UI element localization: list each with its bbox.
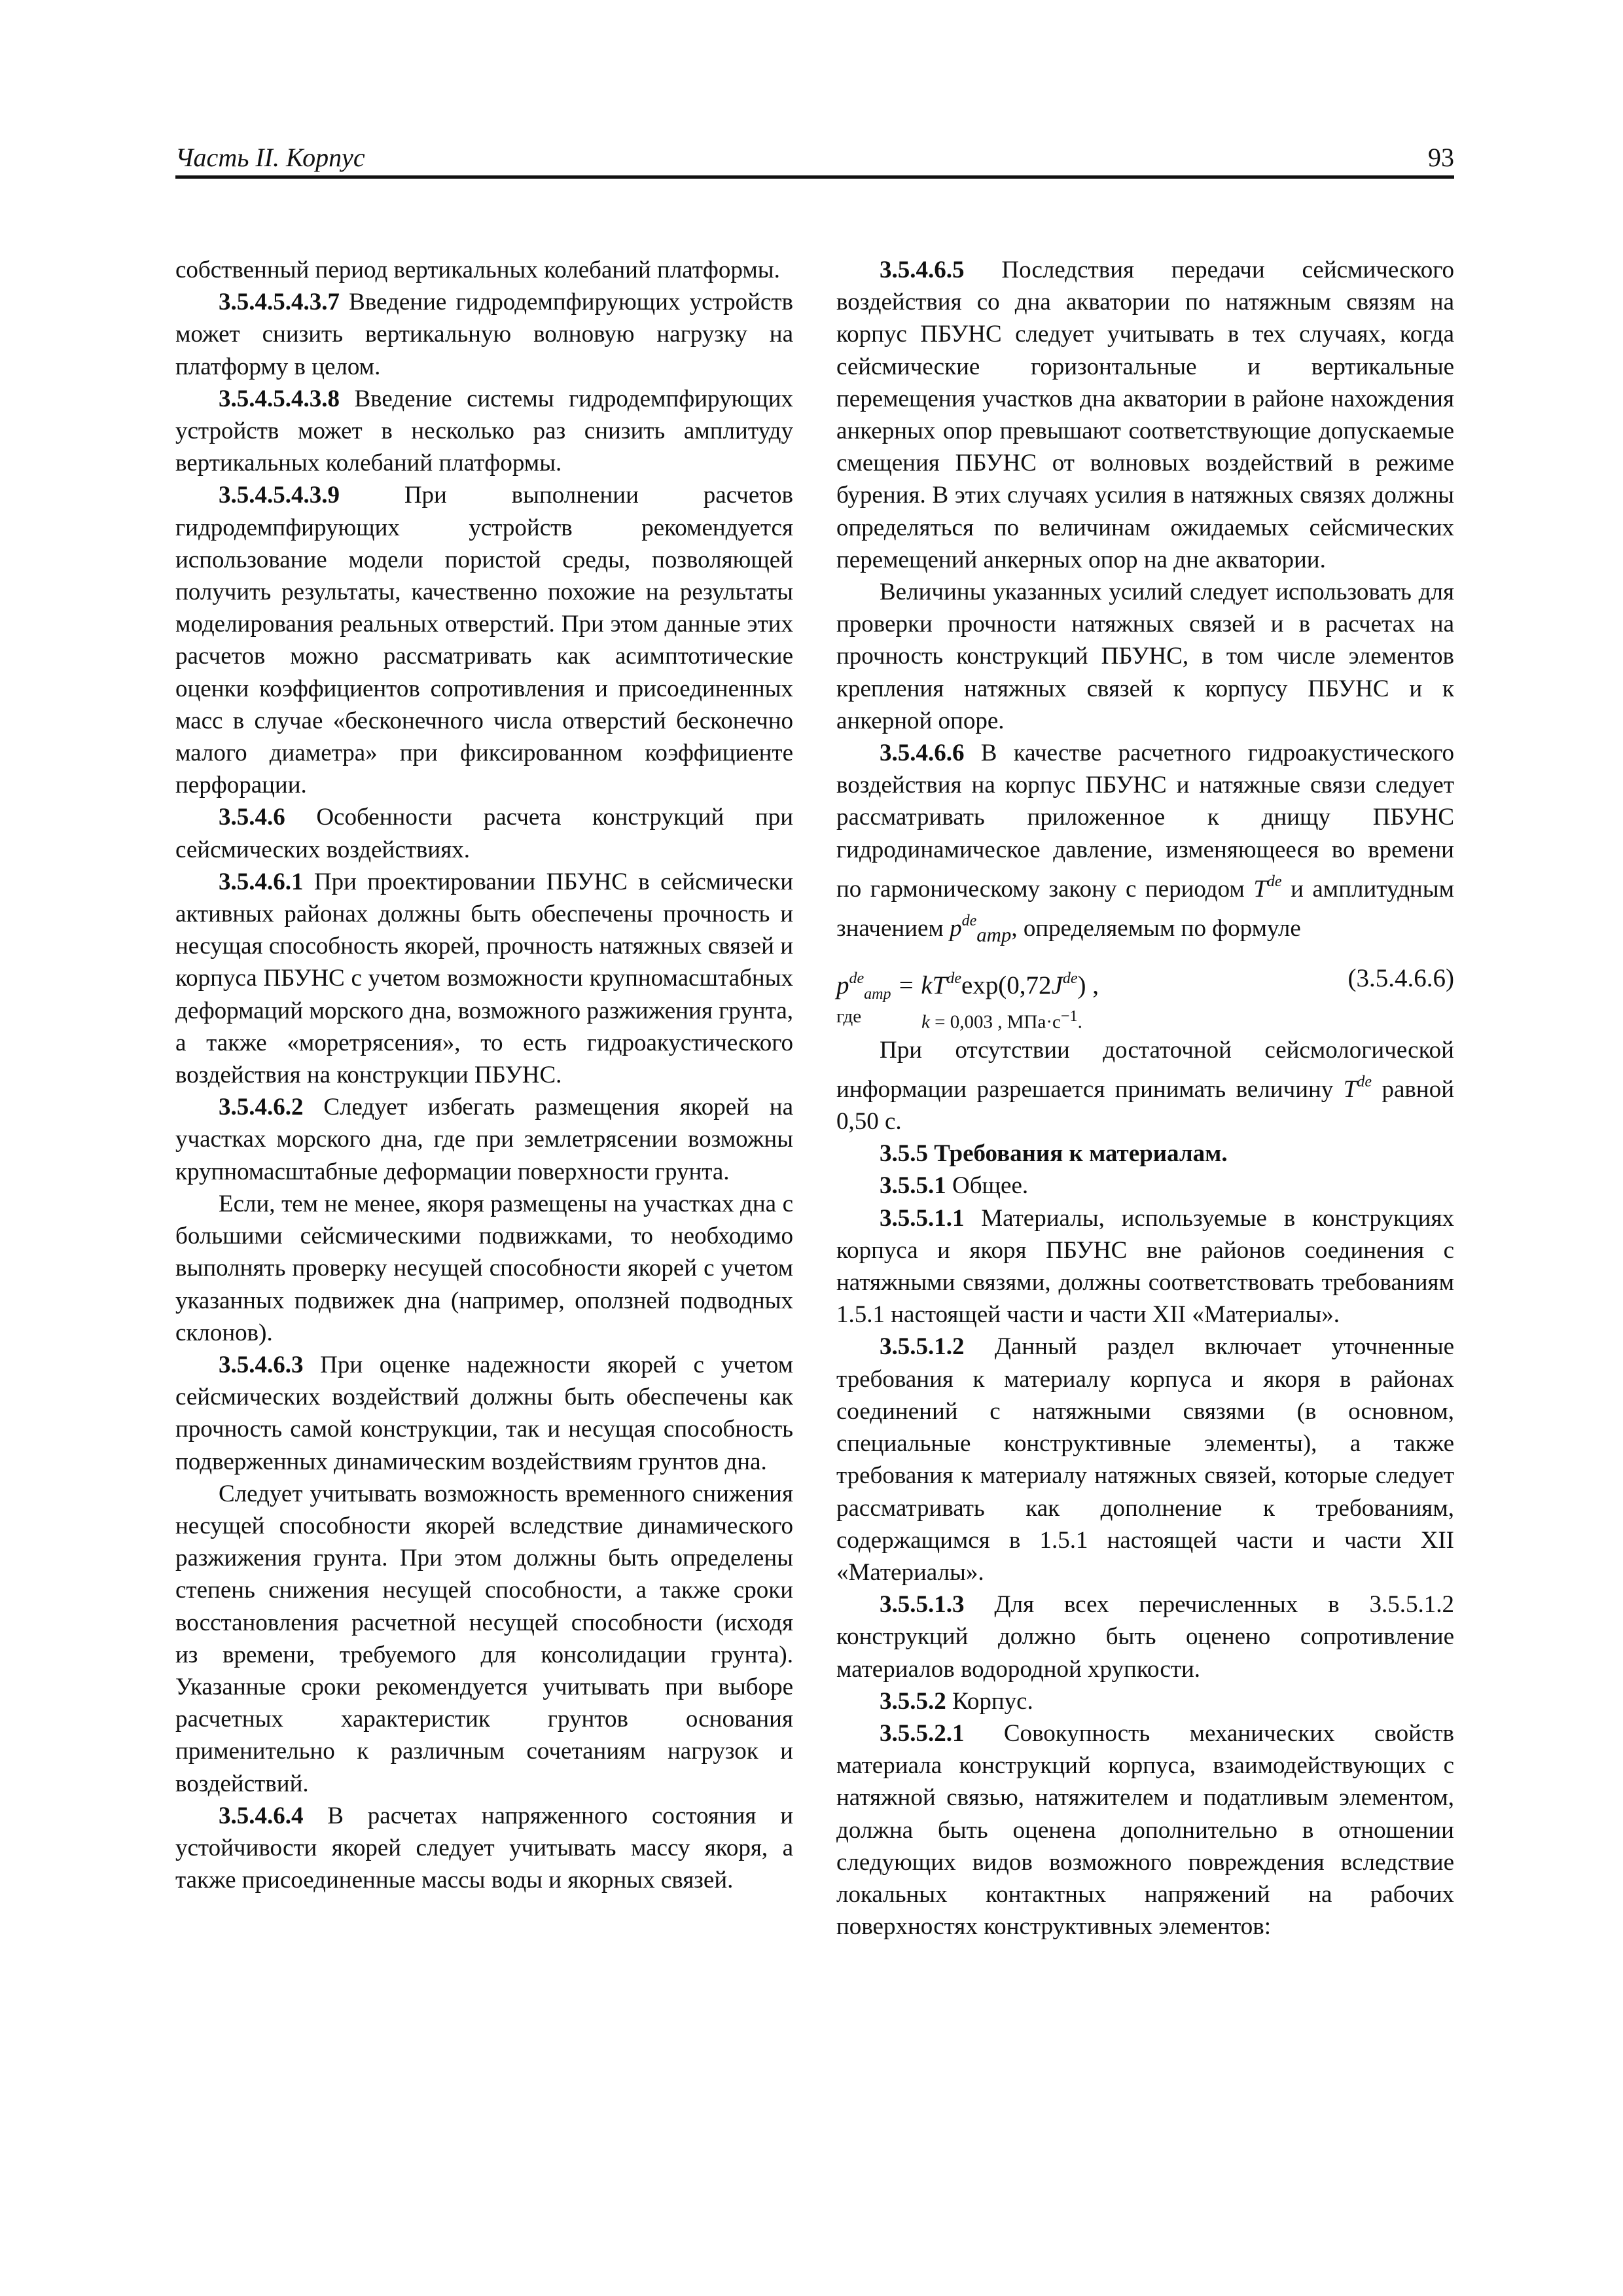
paragraph xyxy=(175,1349,793,1478)
paragraph-text: Величины указанных усилий следует использовать для проверки прочности натяжных связей и в расчетах на прочность конструкций ПБУНС, в том числе элементов крепления натяжных связей к корпусу ПБУНС и к анкерной опоре. xyxy=(836,579,1454,734)
paragraph-text: Если, тем не менее, якоря размещены на участках дна с большими сейсмическими подвижками, то необходимо выполнять проверку несущей способности якорей с учетом указанных подвижек дна (например, оползней подводных склонов). xyxy=(175,1190,793,1346)
clause-number: 3.5.5.1 xyxy=(880,1172,946,1200)
paragraph-text: Особенности расчета конструкций при сейсмических воздействиях. xyxy=(175,804,793,863)
paragraph xyxy=(175,1478,793,1800)
paragraph-text: Введение гидродемпфирующих устройств может снизить вертикальную волновую нагрузку на платформу в целом. xyxy=(175,289,793,380)
paragraph-text: При проектировании ПБУНС в сейсмически активных районах должны быть обеспечены прочность и несущая способность якорей, прочность натяжных связей и корпуса ПБУНС с учетом возможности крупномасштабных деформаций морского дна, возможного разжижения грунта, а также «моретрясения», то есть гидроакустического воздействия на конструкции ПБУНС. xyxy=(175,868,793,1089)
paragraph-text: Совокупность механических свойств материала конструкций корпуса, взаимодействующих с натяжной связью, натяжителем и податливым элементом, должна быть оценена дополнительно в отношении следующих видов возможного повреждения вследствие локальных контактных напряжений на рабочих поверхностях конструктивных элементов: xyxy=(836,1719,1454,1941)
paragraph xyxy=(175,479,793,801)
paragraph-text: , определяемым по формуле xyxy=(1011,915,1301,942)
clause-number: 3.5.4.6.6 xyxy=(880,740,965,767)
section-title: Часть II. Корпус xyxy=(175,143,365,172)
paragraph xyxy=(836,737,1454,952)
paragraph xyxy=(175,254,793,286)
page-number: 93 xyxy=(1428,143,1454,172)
paragraph-text: Материалы, используемые в конструкциях корпуса и якоря ПБУНС вне районов соединения с натяжными связями, должны соответствовать требованиям 1.5.1 настоящей части и части XII «Материалы». xyxy=(836,1204,1454,1329)
paragraph xyxy=(836,1685,1454,1717)
paragraph xyxy=(175,1800,793,1897)
paragraph-text: Корпус. xyxy=(946,1687,1033,1715)
paragraph xyxy=(175,383,793,480)
paragraph xyxy=(175,866,793,1091)
paragraph-text: Следует избегать размещения якорей на участках морского дна, где при землетрясении возможны крупномасштабные деформации поверхности грунта. xyxy=(175,1094,793,1185)
paragraph-text: Данный раздел включает уточненные требования к материалу корпуса и якоря в районах соединений с натяжными связями (в основном, специальные конструктивные элементы), а также требования к материалу натяжных связей, которые следует рассматривать как дополнение к требованиям, содержащимся в 1.5.1 настоящей части и части XII «Материалы». xyxy=(836,1333,1454,1586)
section-heading xyxy=(836,1138,1454,1170)
paragraph-text: При оценке надежности якорей с учетом сейсмических воздействий должны быть обеспечены как прочность самой конструкции, так и несущая способность подверженных динамическим воздействиям грунтов дна. xyxy=(175,1351,793,1475)
paragraph xyxy=(175,286,793,383)
paragraph xyxy=(836,254,1454,576)
clause-number: 3.5.5.1.1 xyxy=(880,1204,965,1232)
paragraph-text: равной 0,50 с. xyxy=(836,1075,1455,1136)
clause-number: 3.5.4.6.5 xyxy=(880,257,965,283)
paragraph xyxy=(836,1331,1454,1588)
paragraph-text: В расчетах напряженного состояния и устойчивости якорей следует учитывать массу якоря, а также присоединенные массы воды и якорных связей. xyxy=(175,1802,793,1894)
paragraph xyxy=(836,1034,1454,1138)
clause-number: 3.5.5.1.3 xyxy=(880,1591,965,1619)
clause-number: 3.5.4.6.2 xyxy=(219,1094,304,1121)
paragraph-text: Для всех перечисленных в 3.5.5.1.2 конструкций должно быть оценено сопротивление материалов водородной хрупкости. xyxy=(836,1591,1454,1683)
paragraph xyxy=(836,1202,1454,1331)
paragraph-text: При выполнении расчетов гидродемпфирующих устройств рекомендуется использование модели пористой среды, позволяющей получить результаты, качественно похожие на результаты моделирования реальных отверстий. При этом данные этих расчетов можно рассматривать как асимптотические оценки коэффициентов сопротивления и присоединенных масс в случае «бесконечного числа отверстий бесконечно малого диаметра» при фиксированном коэффициенте перфорации. xyxy=(175,482,793,799)
paragraph-text: собственный период вертикальных колебаний платформы. xyxy=(175,257,780,283)
paragraph xyxy=(836,1717,1454,1943)
clause-number: 3.5.4.6.4 xyxy=(219,1802,304,1829)
paragraph-text: Введение системы гидродемпфирующих устройств может в несколько раз снизить амплитуду вертикальных колебаний платформы. xyxy=(175,385,793,477)
paragraph-text: Последствия передачи сейсмического воздействия со дна акватории по натяжным связям на корпус ПБУНС следует учитывать в тех случаях, когда сейсмические горизонтальные и вертикальные перемещения участков дна акватории в районе нахождения анкерных опор превышают соответствующие допускаемые смещения ПБУНС от волновых воздействий в режиме бурения. В этих случаях усилия в натяжных связях должны определяться по величинам ожидаемых сейсмических перемещений анкерных опор на дне акватории. xyxy=(836,257,1454,573)
paragraph xyxy=(836,1170,1454,1202)
header-rule xyxy=(175,175,1454,179)
left-column xyxy=(175,254,793,1896)
clause-number: 3.5.4.6.1 xyxy=(219,868,304,895)
amplitude-symbol: $p^{de}_{amp}$ xyxy=(950,912,1012,946)
section-title-text: 3.5.5 Требования к материалам. xyxy=(880,1140,1228,1168)
period-symbol: $T^{de}$ xyxy=(1253,872,1282,903)
paragraph xyxy=(836,1588,1454,1685)
clause-number: 3.5.5.2.1 xyxy=(880,1719,965,1747)
clause-number: 3.5.4.6 xyxy=(219,804,285,831)
equation-number: (3.5.4.6.6) xyxy=(1347,963,1454,992)
paragraph xyxy=(175,1188,793,1349)
paragraph-text: Общее. xyxy=(946,1172,1029,1200)
clause-number: 3.5.4.6.3 xyxy=(219,1351,304,1378)
period-symbol: $T^{de}$ xyxy=(1343,1073,1372,1103)
clause-number: 3.5.5.1.2 xyxy=(880,1333,965,1361)
running-header xyxy=(175,139,1454,177)
paragraph-text: Следует учитывать возможность временного снижения несущей способности якорей вследствие динамического разжижения грунта. При этом должны быть определены степень снижения несущей способности, а также сроки восстановления расчетной несущей способности (исходя из времени, требуемого для консолидации грунта). Указанные сроки рекомендуется учитывать при выборе расчетных характеристик грунтов основания применительно к различным сочетаниям нагрузок и воздействий. xyxy=(175,1480,793,1797)
clause-number: 3.5.4.5.4.3.8 xyxy=(219,385,340,412)
clause-number: 3.5.4.5.4.3.9 xyxy=(219,482,340,509)
clause-number: 3.5.4.5.4.3.7 xyxy=(219,289,340,316)
formula-where xyxy=(836,999,1454,1034)
paragraph-text: При отсутствии достаточной сейсмологической информации разрешается принимать величину xyxy=(836,1036,1454,1103)
formula: $p^{de}_{amp} = kT^{de}\exp(0,72J^{de})$ , xyxy=(836,969,1099,1003)
where-label: где xyxy=(836,1005,862,1027)
paragraph xyxy=(175,1091,793,1188)
paragraph-text: и амплитудным значением xyxy=(836,875,1455,942)
clause-number: 3.5.5.2 xyxy=(880,1687,946,1715)
formula-line xyxy=(836,957,1454,1003)
right-column xyxy=(836,254,1454,1943)
paragraph xyxy=(175,801,793,865)
paragraph xyxy=(836,576,1454,737)
coefficient-definition: k = 0,003 , $МПа\cdot с^{-1}$. xyxy=(921,1007,1082,1033)
paragraph-text: В качестве расчетного гидроакустического воздействия на корпус ПБУНС и натяжные связи следует рассматривать приложенное к днищу ПБУНС гидродинамическое давление, изменяющееся во времени по гармоническому закону с периодом xyxy=(836,740,1454,903)
